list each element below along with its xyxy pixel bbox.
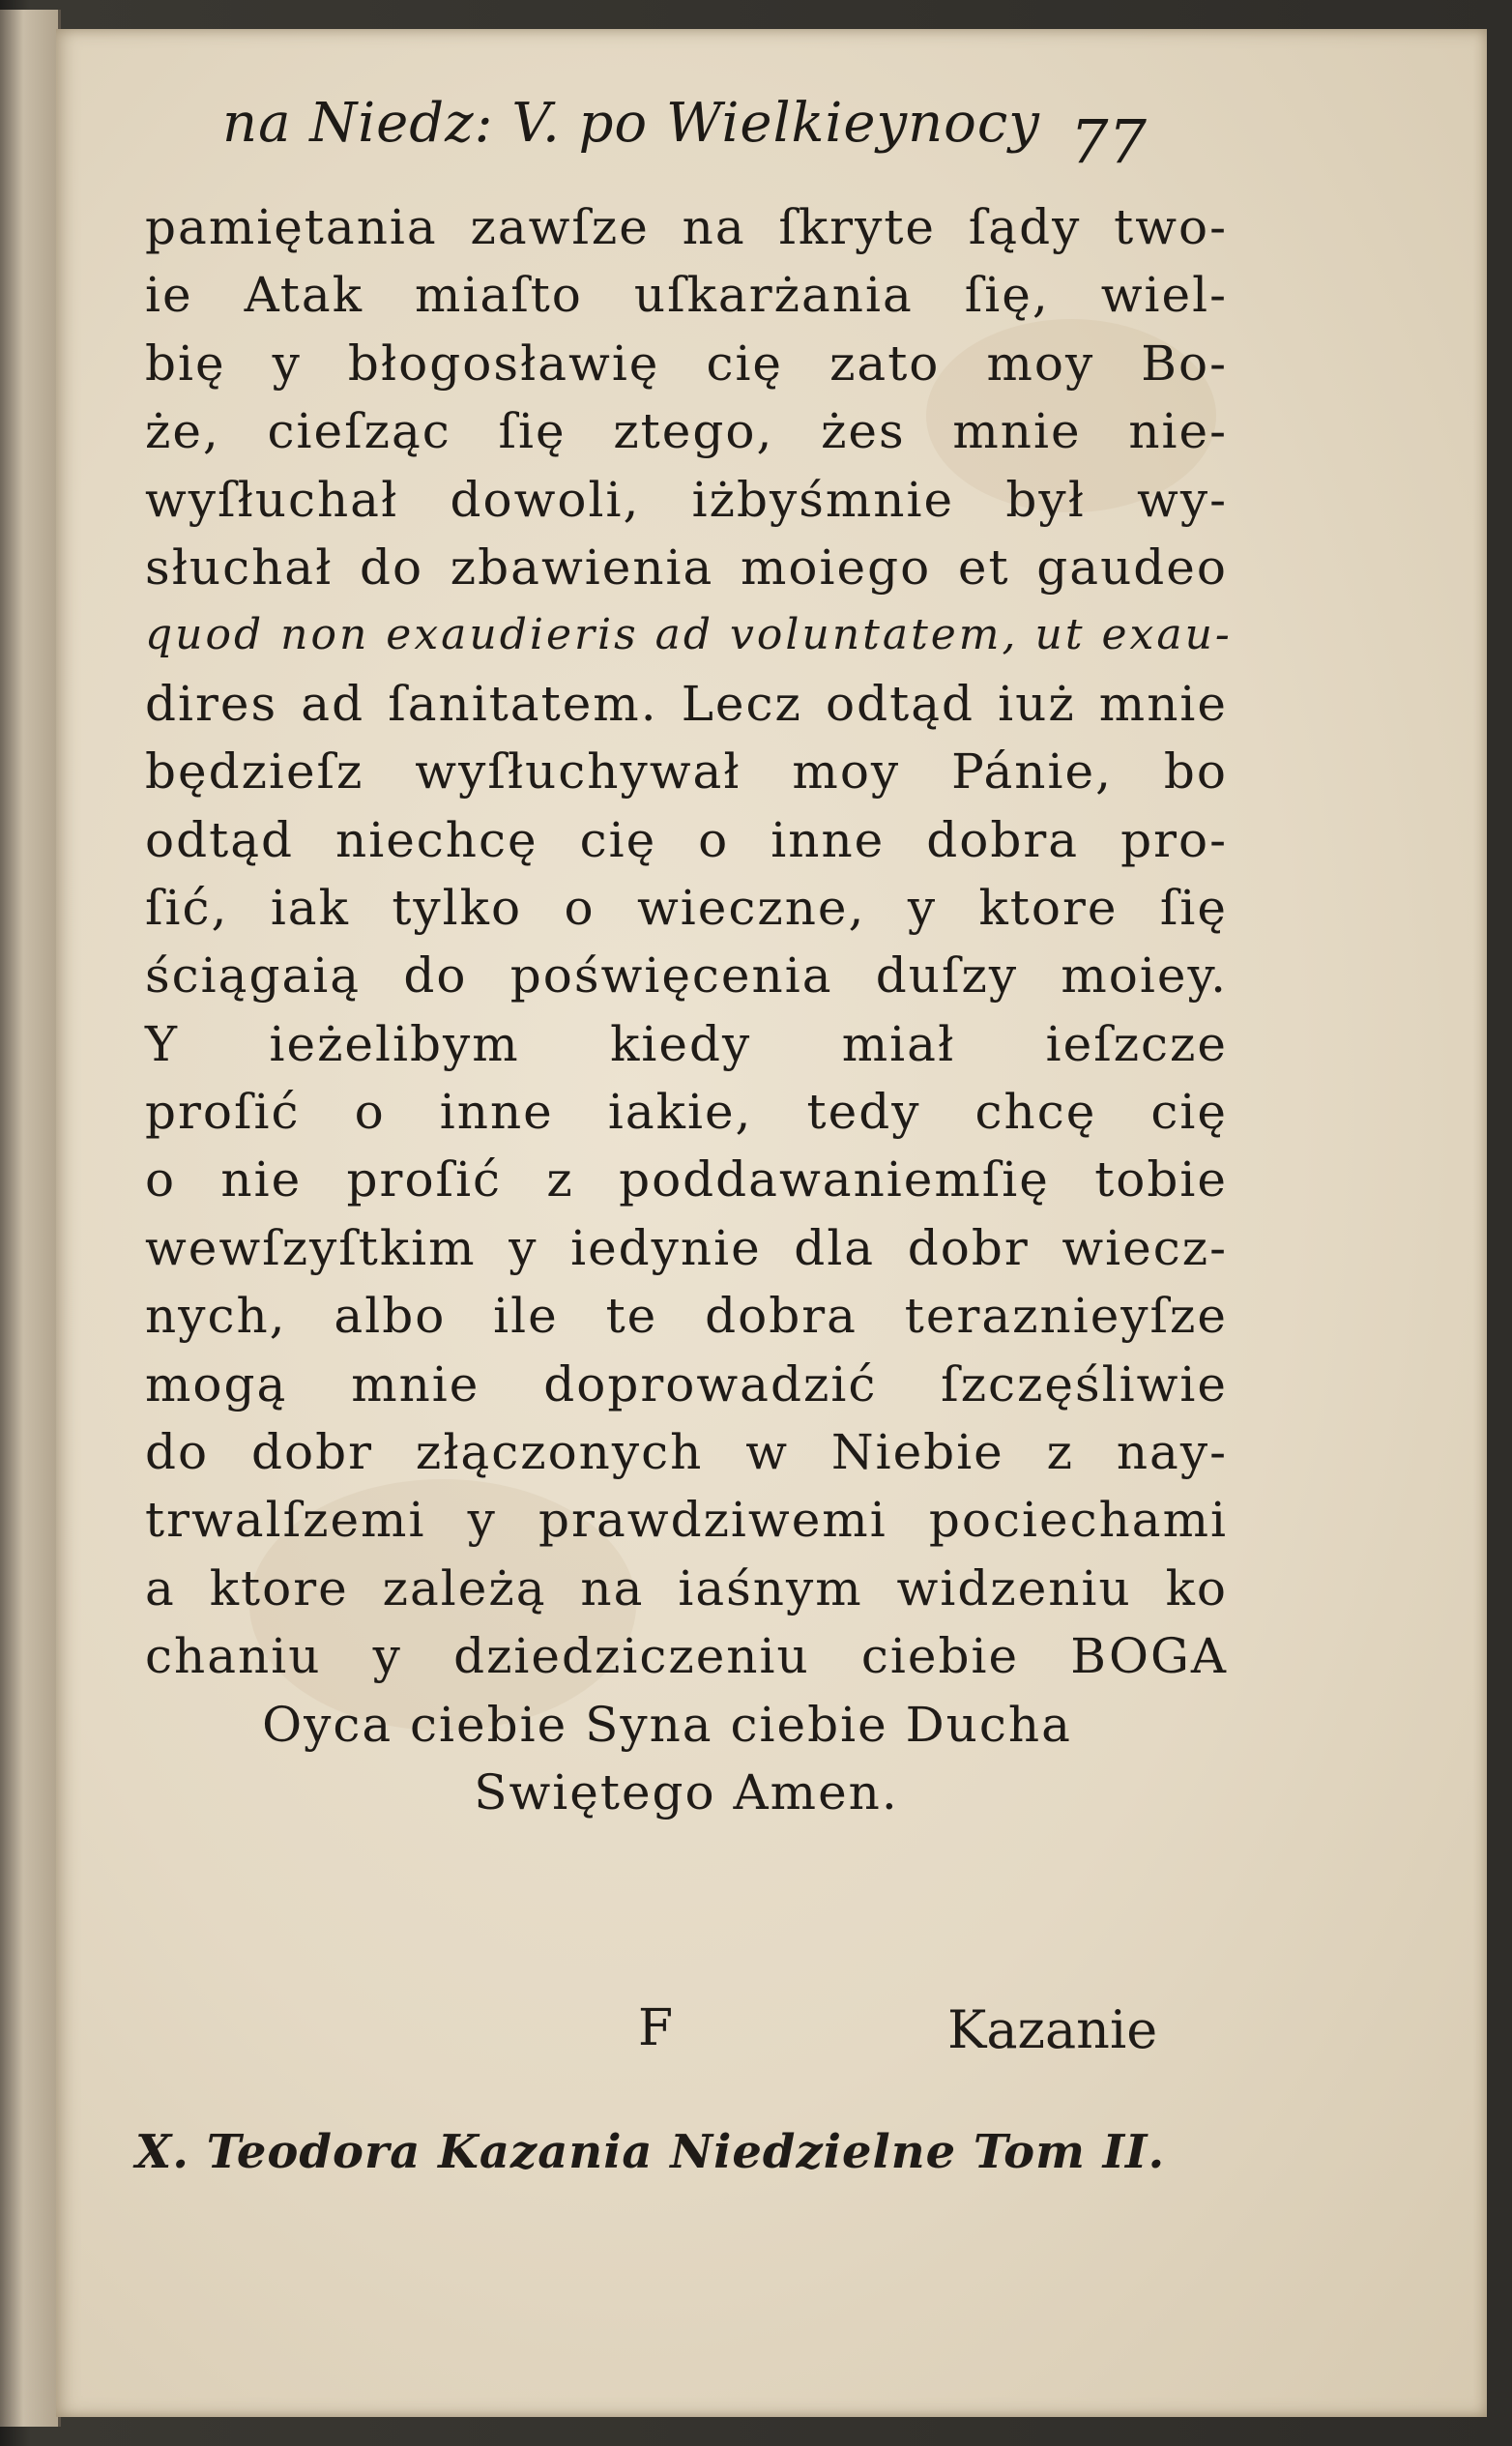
text-line: proſić o inne iakie, tedy chcę cię <box>145 1084 1228 1141</box>
page-edge-left <box>0 10 61 2427</box>
text-line: odtąd niechcę cię o inne dobra pro- <box>145 811 1228 868</box>
text-line: trwalſzemi y prawdziwemi pociechami <box>145 1492 1228 1549</box>
text-line: będzieſz wyſłuchywał moy Pánie, bo <box>145 743 1228 801</box>
text-line: wewſzyſtkim y iedynie dla dobr wiecz- <box>145 1219 1228 1276</box>
running-head: na Niedz: V. po Wielkieynocy <box>222 92 1040 155</box>
signature-mark: F <box>638 1999 674 2057</box>
page-number: 77 <box>1070 106 1147 177</box>
text-line: nych, albo ile te dobra teraznieyſze <box>145 1288 1228 1345</box>
text-line: dires ad ſanitatem. Lecz odtąd iuż mnie <box>145 675 1228 732</box>
body-text <box>145 193 1233 1826</box>
text-line: wyſłuchał dowoli, iżbyśmnie był wy- <box>145 471 1228 528</box>
text-line: ſić, iak tylko o wieczne, y ktore ſię <box>145 879 1228 936</box>
latin-text-line: quod non exaudieris ad voluntatem, ut exau- <box>145 610 1233 660</box>
text-line: do dobr złączonych w Niebie z nay- <box>145 1424 1228 1481</box>
text-line: chaniu y dziedziczeniu ciebie BOGA <box>145 1628 1228 1685</box>
text-line: a ktore zależą na iaśnym widzeniu ko <box>145 1559 1228 1616</box>
text-line: Oyca ciebie Syna ciebie Ducha <box>262 1696 1072 1753</box>
text-line: Y ieżelibym kiedy miał ieſzcze <box>145 1015 1228 1072</box>
text-line: ściągaią do poświęcenia duſzy moiey. <box>145 947 1228 1005</box>
text-line: ie Atak miaſto uſkarżania ſię, wiel- <box>145 267 1228 324</box>
catchword: Kazanie <box>947 1999 1158 2060</box>
text-line: mogą mnie doprowadzić ſzczęśliwie <box>145 1355 1228 1412</box>
text-line: że, cieſząc ſię ztego, żes mnie nie- <box>145 403 1228 460</box>
text-line: pamiętania zawſze na ſkryte ſądy two- <box>145 199 1228 255</box>
text-line: o nie proſić z poddawaniemſię tobie <box>145 1151 1228 1208</box>
text-line: Swiętego Amen. <box>474 1763 899 1820</box>
text-line: bię y błogosławię cię zato moy Bo- <box>145 335 1228 392</box>
footer-note: X. Teodora Kazania Niedzielne Tom II. <box>135 2125 1166 2179</box>
text-line: słuchał do zbawienia moiego et gaudeo <box>145 539 1228 596</box>
